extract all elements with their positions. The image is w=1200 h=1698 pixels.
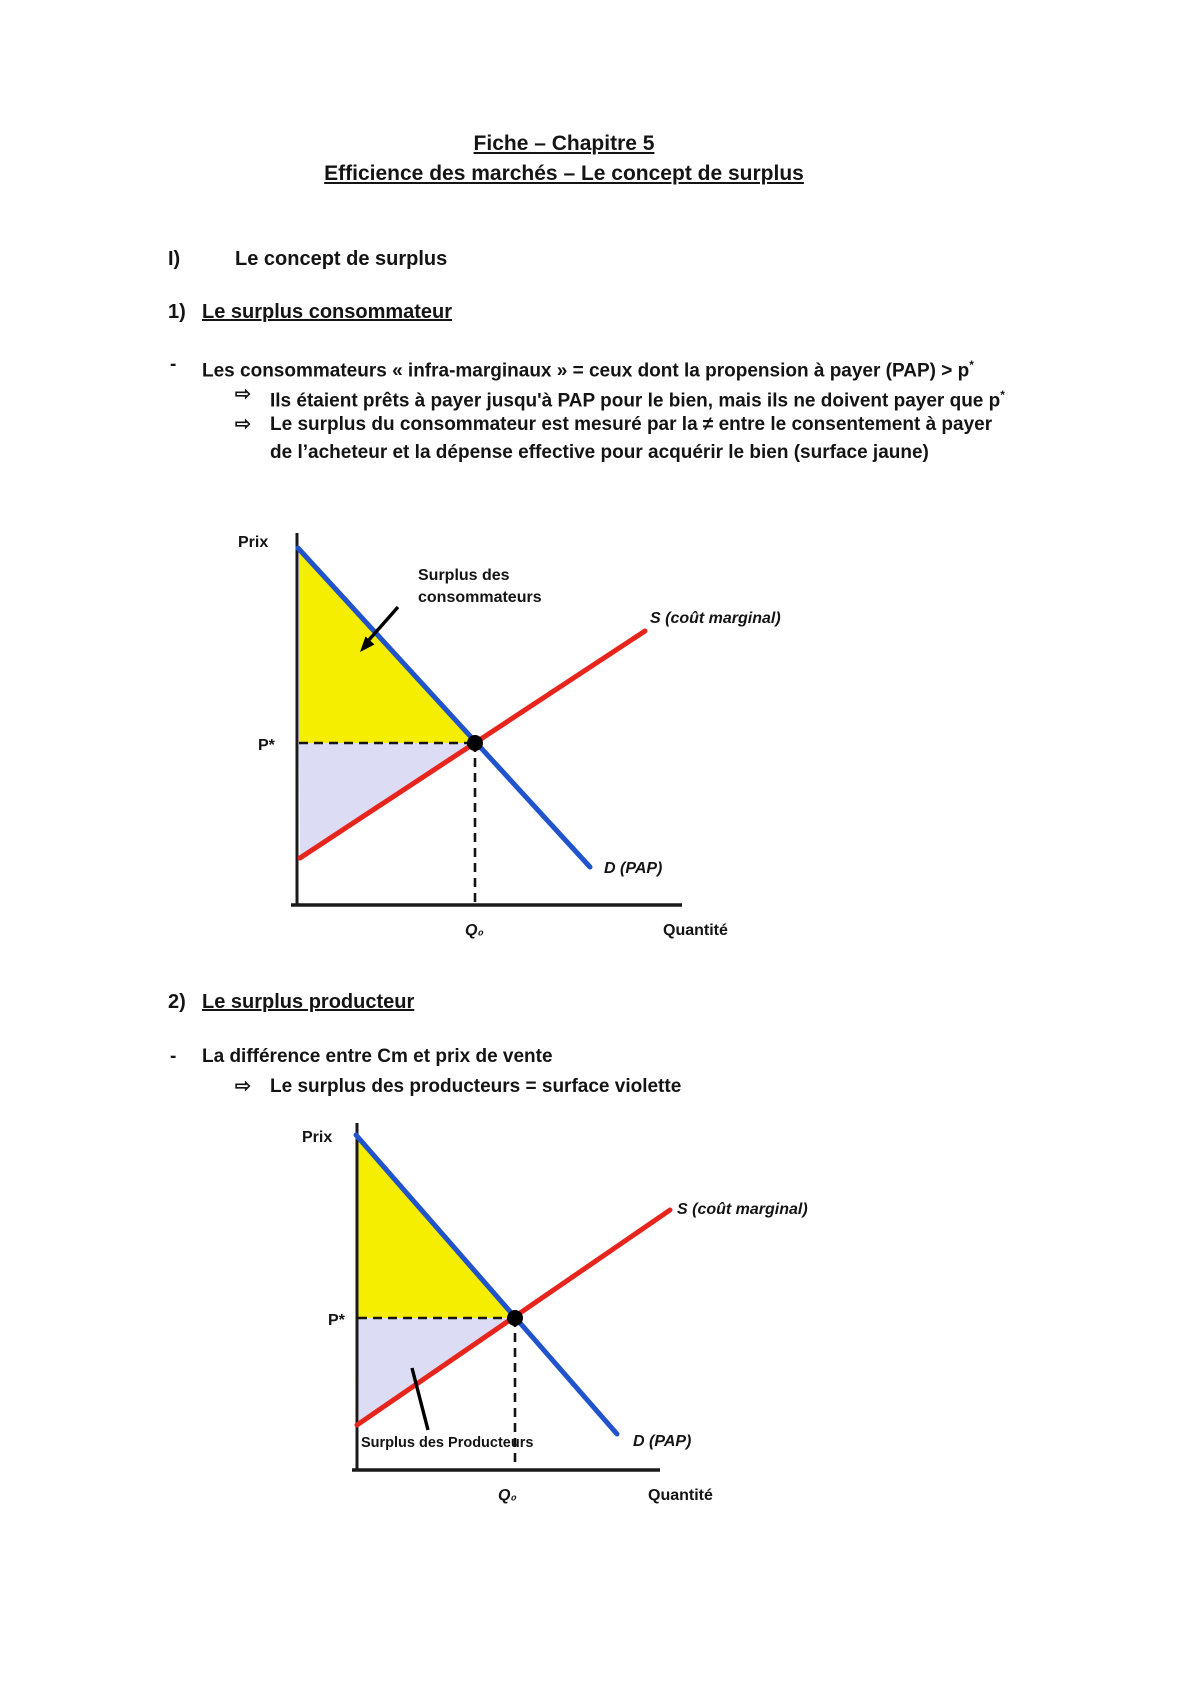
annotation-consumer-surplus-line2: consommateurs — [418, 589, 542, 606]
part2-bullet-text: La différence entre Cm et prix de vente — [202, 1046, 553, 1067]
part1-subbullet1-sup: * — [1000, 388, 1005, 402]
quantity-tick-label: Q₀ — [498, 1487, 517, 1504]
part1-number: 1) — [168, 301, 186, 323]
arrow-icon: ⇨ — [235, 414, 251, 435]
consumer-surplus-chart — [220, 485, 800, 945]
quantity-tick-label: Q₀ — [465, 922, 484, 939]
section-numeral: I) — [168, 248, 181, 270]
part1-bullet-text — [202, 352, 974, 384]
part1-bullet-dash: - — [170, 354, 177, 375]
doc-title-line2: Efficience des marchés – Le concept de surplus — [324, 162, 804, 185]
equilibrium-point — [507, 1310, 523, 1326]
part1-bullet-sup: * — [969, 358, 974, 372]
x-axis-label: Quantité — [648, 1487, 713, 1504]
demand-label: D (PAP) — [633, 1433, 692, 1450]
part1-heading: Le surplus consommateur — [202, 301, 453, 323]
arrow-icon: ⇨ — [235, 1076, 251, 1097]
part1-subbullet1 — [270, 382, 1005, 414]
x-axis-label: Quantité — [663, 922, 728, 939]
equilibrium-point — [467, 735, 483, 751]
price-star-label: P* — [328, 1312, 345, 1329]
part1-subbullet2-line2: de l’acheteur et la dépense effective pour acquérir le bien (surface jaune) — [270, 442, 929, 463]
supply-label: S (coût marginal) — [650, 610, 781, 627]
y-axis-label: Prix — [302, 1129, 333, 1146]
annotation-consumer-surplus-line1: Surplus des — [418, 567, 510, 584]
demand-label: D (PAP) — [604, 860, 663, 877]
part2-bullet-dash: - — [170, 1046, 177, 1067]
annotation-arrow-shaft — [368, 607, 398, 641]
doc-title-line1: Fiche – Chapitre 5 — [473, 132, 655, 155]
y-axis-label: Prix — [238, 534, 269, 551]
supply-label: S (coût marginal) — [677, 1201, 808, 1218]
part2-heading: Le surplus producteur — [202, 991, 415, 1013]
producer-surplus-chart — [290, 1110, 810, 1510]
arrow-icon: ⇨ — [235, 384, 251, 405]
part1-bullet-main: Les consommateurs « infra-marginaux » = ceux dont la propension à payer (PAP) > p — [202, 360, 970, 382]
annotation-producer-surplus: Surplus des Producteurs — [361, 1435, 534, 1451]
part1-subbullet2-line1: Le surplus du consommateur est mesuré par la ≠ entre le consentement à payer — [270, 414, 993, 435]
part2-subbullet1: Le surplus des producteurs = surface violette — [270, 1076, 682, 1097]
part2-number: 2) — [168, 991, 186, 1013]
section-title: Le concept de surplus — [235, 248, 448, 270]
part1-subbullet1-main: Ils étaient prêts à payer jusqu'à PAP pour le bien, mais ils ne doivent payer que p — [270, 390, 1001, 412]
price-star-label: P* — [258, 737, 275, 754]
